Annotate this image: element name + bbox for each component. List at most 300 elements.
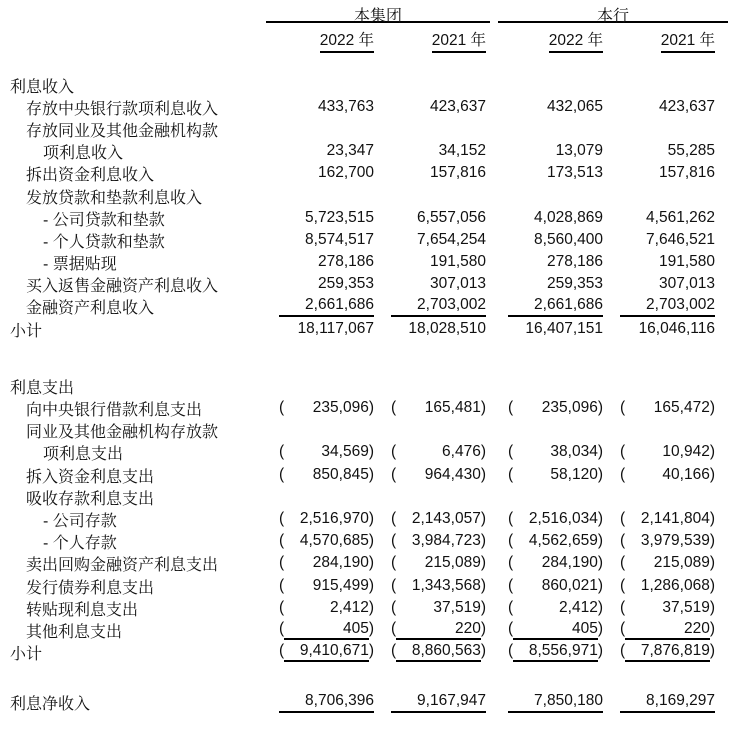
value-cell [620,209,715,228]
table-row [0,318,731,340]
cell-value: 191,580 [429,253,486,271]
value-cell [391,399,486,418]
cell-value: 10,942 [662,443,710,461]
value-cell [620,85,715,86]
cell-value: 8,169,297 [646,692,715,710]
close-paren: ) [480,576,486,594]
cell-value: 220 [396,620,481,640]
value-cell [620,430,715,431]
cell-value: 157,816 [429,164,486,182]
table-row [0,185,731,207]
value-cell [508,399,603,418]
cell-value: 860,021 [541,576,598,594]
value-cell [391,296,486,317]
value-cell [391,577,486,596]
cell-value: 433,763 [317,97,374,115]
value-cell [279,599,374,618]
value-cell [391,532,486,551]
cell-value: 8,860,563 [396,642,481,662]
value-cell [620,532,715,551]
open-paren: ( [391,532,397,550]
row-label: 买入返售金融资产利息收入 [26,278,219,296]
cell-value: 2,516,034 [528,509,598,527]
open-paren: ( [279,554,285,572]
row-label: 小计 [10,322,43,340]
value-cell [391,320,486,339]
close-paren: ) [368,619,374,637]
table-row [0,619,731,641]
value-cell [279,275,374,294]
cell-value: 37,519 [662,598,710,616]
table-row [0,229,731,251]
year-label: 2022 年 [320,28,374,53]
value-cell [279,510,374,529]
close-paren: ) [709,399,715,417]
close-paren: ) [480,619,486,637]
row-label: - 个人存款 [43,535,117,553]
cell-value: 13,079 [555,142,603,160]
cell-value: 1,286,068 [640,576,710,594]
year-label: 2021 年 [432,28,486,53]
cell-value: 23,347 [326,142,374,160]
year-column-header [620,28,715,48]
value-cell [508,599,603,618]
open-paren: ( [620,619,626,637]
open-paren: ( [391,509,397,527]
value-cell [391,497,486,498]
value-cell [279,577,374,596]
cell-value: 16,046,116 [638,319,715,337]
value-cell [508,577,603,596]
open-paren: ( [508,619,514,637]
value-cell [279,320,374,339]
close-paren: ) [368,576,374,594]
close-paren: ) [480,532,486,550]
table-row [0,296,731,318]
cell-value: 307,013 [658,275,715,293]
value-cell [508,320,603,339]
row-label: - 公司贷款和垫款 [43,211,165,229]
open-paren: ( [279,443,285,461]
open-paren: ( [391,554,397,572]
cell-value: 4,028,869 [534,208,603,226]
value-cell [279,129,374,130]
cell-value: 37,519 [433,598,481,616]
cell-value: 2,703,002 [646,296,715,314]
open-paren: ( [391,576,397,594]
cell-value: 215,089 [424,554,481,572]
cell-value: 7,654,254 [417,230,486,248]
value-cell [508,692,603,713]
cell-value: 191,580 [658,253,715,271]
cell-value: 4,562,659 [528,532,598,550]
value-cell [279,497,374,498]
value-cell [391,231,486,250]
value-cell [279,692,374,713]
row-label: 转贴现利息支出 [26,601,139,619]
cell-value: 9,410,671 [284,642,369,662]
row-label: 发行债券利息支出 [26,579,155,597]
close-paren: ) [709,576,715,594]
row-label: 存放中央银行款项利息收入 [26,100,219,118]
value-cell [620,275,715,294]
value-cell [391,209,486,228]
table-row [0,692,731,714]
close-paren: ) [480,509,486,527]
cell-value: 38,034 [550,443,598,461]
value-cell [508,142,603,161]
value-cell [279,98,374,117]
table-row [0,531,731,553]
cell-value: 6,557,056 [417,208,486,226]
value-cell [620,142,715,161]
value-cell [391,466,486,485]
table-row [0,642,731,664]
table-body [0,74,731,714]
table-row [0,96,731,118]
cell-value: 7,646,521 [646,230,715,248]
row-label: - 票据贴现 [43,256,117,274]
cell-value: 2,143,057 [411,509,481,527]
open-paren: ( [508,443,514,461]
value-cell [620,253,715,272]
table-row [0,486,731,508]
open-paren: ( [620,509,626,527]
value-cell [391,443,486,462]
value-cell [620,497,715,498]
close-paren: ) [709,532,715,550]
cell-value: 405 [284,620,369,640]
open-paren: ( [620,554,626,572]
cell-value: 423,637 [658,97,715,115]
close-paren: ) [709,598,715,616]
cell-value: 9,167,947 [417,692,486,710]
table-row [0,575,731,597]
cell-value: 215,089 [653,554,710,572]
row-label: 拆出资金利息收入 [26,167,155,185]
value-cell [279,142,374,161]
close-paren: ) [480,399,486,417]
open-paren: ( [508,576,514,594]
year-label: 2021 年 [661,28,715,53]
value-cell [620,164,715,183]
value-cell [508,510,603,529]
open-paren: ( [279,399,285,417]
cell-value: 8,556,971 [513,642,598,662]
value-cell [508,209,603,228]
value-cell [279,466,374,485]
open-paren: ( [279,576,285,594]
close-paren: ) [597,399,603,417]
value-cell [279,443,374,462]
open-paren: ( [279,532,285,550]
table-row [0,553,731,575]
value-cell [279,231,374,250]
value-cell [279,253,374,272]
open-paren: ( [620,399,626,417]
open-paren: ( [279,509,285,527]
open-paren: ( [508,554,514,572]
close-paren: ) [368,443,374,461]
year-column-header [391,28,486,48]
value-cell [391,85,486,86]
value-cell [391,510,486,529]
table-row [0,397,731,419]
value-cell [391,129,486,130]
cell-value: 278,186 [317,253,374,271]
column-group-header-consolidated [266,3,490,23]
value-cell [279,620,374,641]
close-paren: ) [709,619,715,637]
cell-value: 405 [513,620,598,640]
value-cell [620,577,715,596]
table-row [0,442,731,464]
row-label: - 个人贷款和垫款 [43,233,165,251]
value-cell [620,642,715,663]
cell-value: 2,412 [330,598,369,616]
value-cell [279,386,374,387]
close-paren: ) [368,399,374,417]
open-paren: ( [279,465,285,483]
value-cell [508,466,603,485]
close-paren: ) [709,443,715,461]
close-paren: ) [597,443,603,461]
cell-value: 5,723,515 [305,208,374,226]
open-paren: ( [508,532,514,550]
value-cell [508,98,603,117]
value-cell [508,386,603,387]
value-cell [508,443,603,462]
open-paren: ( [391,619,397,637]
close-paren: ) [368,465,374,483]
table-row [0,163,731,185]
close-paren: ) [368,509,374,527]
close-paren: ) [597,509,603,527]
cell-value: 4,561,262 [646,208,715,226]
value-cell [508,296,603,317]
row-label: 向中央银行借款利息支出 [26,402,203,420]
value-cell [508,532,603,551]
table-row [0,274,731,296]
open-paren: ( [391,399,397,417]
year-column-header [279,28,374,48]
value-cell [508,196,603,197]
cell-value: 55,285 [667,142,715,160]
value-cell [620,231,715,250]
close-paren: ) [709,465,715,483]
value-cell [508,620,603,641]
value-cell [508,164,603,183]
open-paren: ( [391,465,397,483]
cell-value: 7,876,819 [625,642,710,662]
value-cell [620,443,715,462]
value-cell [620,510,715,529]
close-paren: ) [480,443,486,461]
spacer-row [0,664,731,692]
cell-value: 4,570,685 [299,532,369,550]
close-paren: ) [368,554,374,572]
value-cell [391,98,486,117]
cell-value: 165,481 [424,399,481,417]
value-cell [508,275,603,294]
open-paren: ( [620,576,626,594]
close-paren: ) [597,598,603,616]
column-group-header-bank [498,3,728,23]
value-cell [508,430,603,431]
table-row [0,375,731,397]
close-paren: ) [597,465,603,483]
table-row [0,597,731,619]
value-cell [508,642,603,663]
open-paren: ( [508,399,514,417]
value-cell [391,554,486,573]
cell-value: 259,353 [317,275,374,293]
table-row [0,74,731,96]
value-cell [508,253,603,272]
close-paren: ) [368,598,374,616]
row-label: 拆入资金利息支出 [26,468,155,486]
row-label: 项利息支出 [43,446,124,464]
value-cell [279,532,374,551]
cell-value: 423,637 [429,97,486,115]
group-label: 本集团 [353,8,402,25]
year-column-header [508,28,603,48]
table-row [0,252,731,274]
open-paren: ( [508,465,514,483]
cell-value: 34,569 [321,443,369,461]
value-cell [620,98,715,117]
value-cell [620,386,715,387]
year-label: 2022 年 [549,28,603,53]
close-paren: ) [480,554,486,572]
cell-value: 8,706,396 [305,692,374,710]
open-paren: ( [508,642,514,660]
cell-value: 8,560,400 [534,230,603,248]
row-label: 利息支出 [10,379,75,397]
cell-value: 7,850,180 [534,692,603,710]
value-cell [620,129,715,130]
row-label: 金融资产利息收入 [26,300,155,318]
close-paren: ) [368,532,374,550]
row-label: 利息收入 [10,78,75,96]
cell-value: 259,353 [546,275,603,293]
close-paren: ) [597,532,603,550]
value-cell [620,599,715,618]
cell-value: 157,816 [658,164,715,182]
value-cell [391,599,486,618]
cell-value: 2,141,804 [640,509,710,527]
close-paren: ) [480,642,486,660]
cell-value: 2,412 [559,598,598,616]
value-cell [391,430,486,431]
cell-value: 6,476 [442,443,481,461]
value-cell [620,196,715,197]
row-label: 其他利息支出 [26,623,123,641]
cell-value: 1,343,568 [411,576,481,594]
cell-value: 2,703,002 [417,296,486,314]
open-paren: ( [620,532,626,550]
open-paren: ( [279,619,285,637]
value-cell [279,399,374,418]
row-label: 存放同业及其他金融机构款 [26,122,219,140]
value-cell [391,642,486,663]
close-paren: ) [709,642,715,660]
value-cell [391,386,486,387]
open-paren: ( [508,509,514,527]
cell-value: 2,661,686 [305,296,374,314]
value-cell [279,554,374,573]
value-cell [279,296,374,317]
table-row [0,464,731,486]
cell-value: 278,186 [546,253,603,271]
row-label: 利息净收入 [10,696,91,714]
open-paren: ( [391,598,397,616]
value-cell [620,466,715,485]
value-cell [391,620,486,641]
open-paren: ( [620,465,626,483]
table-row [0,207,731,229]
close-paren: ) [480,465,486,483]
cell-value: 8,574,517 [305,230,374,248]
cell-value: 307,013 [429,275,486,293]
cell-value: 173,513 [546,164,603,182]
value-cell [391,275,486,294]
row-label: 发放贷款和垫款利息收入 [26,189,203,207]
open-paren: ( [279,598,285,616]
value-cell [279,430,374,431]
value-cell [279,196,374,197]
cell-value: 284,190 [541,554,598,572]
close-paren: ) [368,642,374,660]
row-label: 卖出回购金融资产利息支出 [26,557,219,575]
value-cell [391,196,486,197]
value-cell [391,142,486,161]
value-cell [508,497,603,498]
close-paren: ) [709,554,715,572]
cell-value: 18,117,067 [297,319,374,337]
open-paren: ( [391,443,397,461]
value-cell [508,231,603,250]
close-paren: ) [597,619,603,637]
table-row [0,420,731,442]
cell-value: 165,472 [653,399,710,417]
open-paren: ( [620,598,626,616]
cell-value: 40,166 [662,465,710,483]
cell-value: 220 [625,620,710,640]
value-cell [620,296,715,317]
close-paren: ) [597,576,603,594]
table-row [0,508,731,530]
value-cell [279,209,374,228]
cell-value: 284,190 [312,554,369,572]
value-cell [620,620,715,641]
open-paren: ( [391,642,397,660]
cell-value: 18,028,510 [408,319,486,337]
cell-value: 2,516,970 [299,509,369,527]
cell-value: 850,845 [312,465,369,483]
cell-value: 34,152 [438,142,486,160]
row-label: 吸收存款利息支出 [26,490,155,508]
close-paren: ) [597,642,603,660]
value-cell [620,399,715,418]
cell-value: 162,700 [317,164,374,182]
cell-value: 16,407,151 [525,319,603,337]
row-label: 同业及其他金融机构存放款 [26,424,219,442]
group-label: 本行 [596,8,629,25]
row-label: 小计 [10,646,43,664]
value-cell [391,164,486,183]
cell-value: 58,120 [550,465,598,483]
